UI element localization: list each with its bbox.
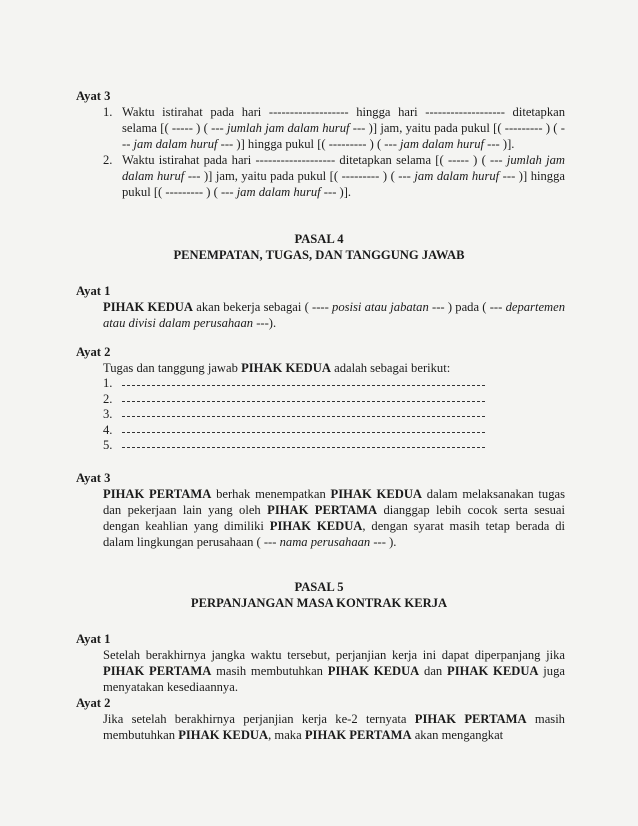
paragraph [103,486,565,550]
blank-list-item [103,376,485,392]
fill-in-line [122,392,485,402]
list-number: 2. [103,391,113,406]
blank-list-item [103,407,485,423]
text-run: ---). [253,316,277,330]
paragraph [103,360,565,376]
text-run: , dengan syarat masih tetap berada di dalam lingkungan perusahaan ( --- [103,518,565,549]
italic-run: jumlah jam dalam huruf [122,153,565,183]
document-content [0,88,638,743]
text-run: --- )] hingga pukul [( --------- ) ( --- [122,169,565,199]
text-run: --- )] hingga pukul [( --------- ) ( --- [217,137,401,151]
pasal-title: PASAL 4 [294,232,344,246]
ayat-heading: Ayat 2 [76,695,111,710]
text-run: --- )] jam, yaitu pada pukul [( --------- ) ( --- [184,169,415,183]
pasal-subtitle: PERPANJANGAN MASA KONTRAK KERJA [190,595,448,610]
list-number: 1. [103,376,113,390]
bold-run: PIHAK PERTAMA [103,663,212,678]
list-number: 4. [103,422,113,437]
text-run: akan mengangkat [411,727,504,742]
list-text [122,104,565,152]
bold-run: PIHAK PERTAMA [267,502,378,517]
bold-run: PIHAK KEDUA [178,727,269,742]
text-run: --- )]. [484,137,515,151]
text-run: dan [419,663,447,678]
bold-run: PIHAK KEDUA [103,300,194,314]
list-number: 3. [103,407,113,421]
text-run: masih membutuhkan [211,663,328,678]
text-run: Waktu istirahat pada hari ------------------- hingga hari ------------------- ditetapkan selama [( ----- ) ( --- [122,105,565,135]
fill-in-line [122,407,485,417]
bold-run: PIHAK KEDUA [269,518,363,533]
bold-run: PIHAK PERTAMA [304,727,412,742]
text-run: akan bekerja sebagai ( ---- [193,300,333,314]
italic-run: jam dalam huruf [236,185,321,199]
ayat-heading: Ayat 3 [76,89,111,103]
ayat-heading: Ayat 3 [76,470,111,485]
bold-run: PIHAK PERTAMA [414,711,527,726]
list-number: 2. [103,153,113,167]
list-text [122,152,565,200]
fill-in-line [122,376,485,386]
italic-run: jumlah jam dalam huruf [227,121,350,135]
fill-in-line [122,438,485,448]
italic-run: jam dalam huruf [414,169,500,183]
list-item [103,152,565,200]
text-run: dalam melaksanakan tugas dan pekerjaan lain yang oleh [103,486,565,517]
text-run: , maka [268,727,305,742]
blank-list-item [103,423,485,439]
text-run: Jika setelah berakhirnya perjanjian kerja ke-2 ternyata [103,711,415,726]
bold-run: PIHAK KEDUA [241,361,331,375]
italic-run: posisi atau jabatan [332,300,429,314]
fill-in-line [122,423,485,433]
italic-run: nama perusahaan [279,534,371,549]
text-run: --- ). [370,534,397,549]
ayat-heading: Ayat 2 [76,345,111,359]
text-run: Waktu istirahat pada hari ------------------- ditetapkan selama [( ----- ) ( --- [122,153,507,167]
list-number: 1. [103,105,113,119]
blank-list-item [103,392,485,408]
italic-run: departemen atau divisi dalam perusahaan [103,300,566,330]
bold-run: PIHAK KEDUA [330,486,423,501]
pasal-title: PASAL 5 [294,579,344,594]
blank-list-item [103,438,485,454]
bold-run: PIHAK KEDUA [327,663,420,678]
text-run: masih membutuhkan [103,711,565,742]
text-run: --- ) pada ( --- [428,300,506,314]
pasal-subtitle: PENEMPATAN, TUGAS, DAN TANGGUNG JAWAB [173,248,465,262]
text-run: berhak menempatkan [211,486,331,501]
text-run: --- )]. [320,185,352,199]
text-run: --- )] jam, yaitu pada pukul [( --------- ) ( --- [122,121,565,151]
bold-run: PIHAK KEDUA [447,663,539,678]
text-run: dianggap lebih cocok serta sesuai dengan keahlian yang dimiliki [103,502,566,533]
ayat-heading: Ayat 1 [76,631,111,646]
list-number: 5. [103,438,113,452]
paragraph [103,711,565,743]
text-run: Tugas dan tanggung jawab [103,361,242,375]
text-run: Setelah berakhirnya jangka waktu tersebut, perjanjian kerja ini dapat diperpanjang jika [103,647,565,662]
paragraph [103,299,565,331]
text-run: juga menyatakan kesediaannya. [103,663,565,694]
italic-run: jam dalam huruf [400,137,485,151]
text-run: adalah sebagai berikut: [330,361,451,375]
list-item [103,104,565,152]
bold-run: PIHAK PERTAMA [103,486,212,501]
paragraph [103,647,565,695]
italic-run: jam dalam huruf [133,137,218,151]
ayat-heading: Ayat 1 [76,284,111,298]
